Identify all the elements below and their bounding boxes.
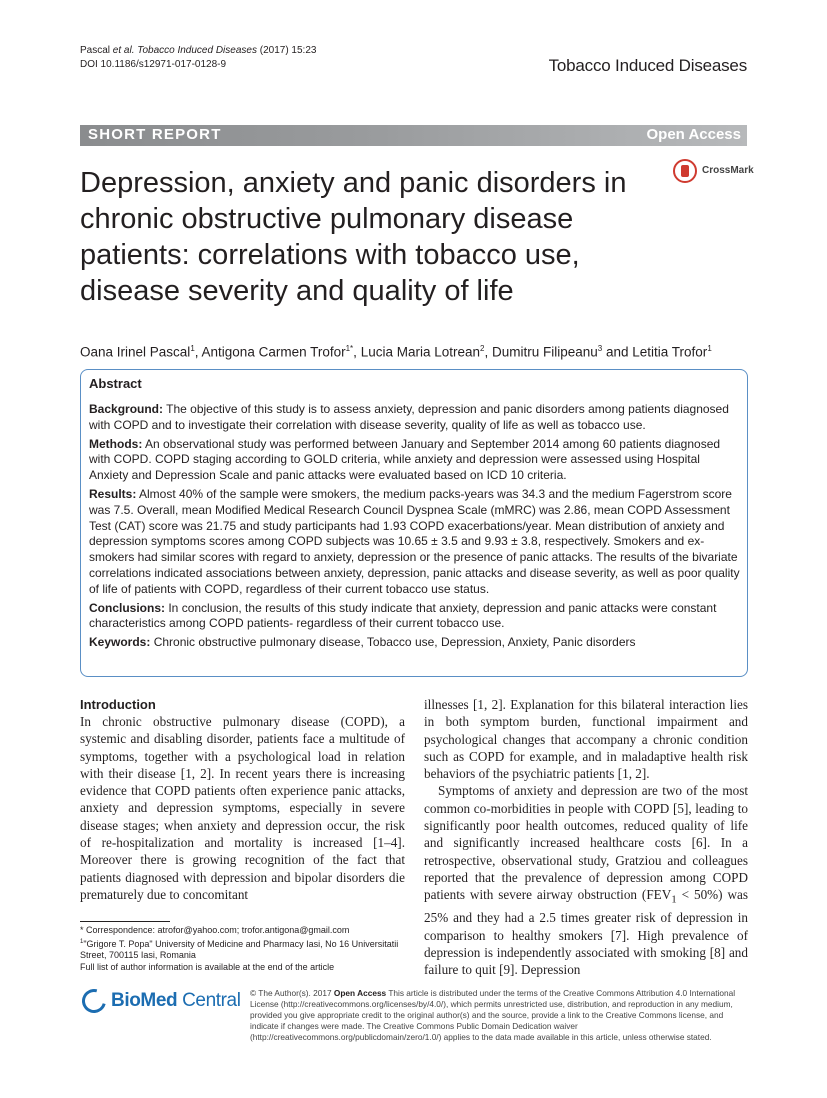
affiliation-mark: 1	[80, 938, 84, 945]
section-heading-introduction: Introduction	[80, 697, 156, 712]
body-text: Symptoms of anxiety and depression are two of the most common co-morbidities in people with COPD [5], leading to significantly poor health outcomes, reduced quality of life and significantly increased healthcare costs [6]. In a retrospective, observational study, Gratziou and colleagues reported that the prevalence of depression among COPD patients with severe airway obstruction (FEV	[424, 783, 748, 903]
author-list: Oana Irinel Pascal$^1$, Antigona Carmen Trofor$^{1*}$, Lucia Maria Lotrean$^2$, Dumitru Filipeanu$^3$ and Letitia Trofor$^1$	[80, 344, 712, 360]
author-affiliation-mark: 1*	[345, 344, 354, 353]
author-name: Dumitru Filipeanu	[491, 344, 598, 360]
correspondence-note: * Correspondence: atrofor@yahoo.com; trofor.antigona@gmail.com	[80, 925, 350, 935]
footnote-divider	[80, 921, 170, 922]
author-affiliation-mark: 1	[190, 344, 195, 353]
license-open-access: Open Access	[333, 988, 387, 998]
background-text: The objective of this study is to assess anxiety, depression and panic disorders among patients diagnosed with COPD and to investigate their correlation with disease severity, quality of life as well as tobacco use.	[89, 402, 729, 432]
fev-subscript: 1	[671, 893, 677, 906]
body-column-right	[424, 696, 748, 978]
abstract-keywords	[89, 635, 741, 651]
body-text: < 50%) was 25% and they had a 2.5 times greater risk of depression in comparison to healthy smokers [7]. High prevalence of depression is independently associated with smoking [8] and failure to quit [9]. Depression	[424, 887, 748, 978]
author-name: Antigona Carmen Trofor	[201, 344, 346, 360]
conclusions-label: Conclusions:	[89, 600, 166, 615]
citation-authors: Pascal	[80, 45, 113, 56]
author-affiliation-mark: 2	[480, 344, 485, 353]
affiliation-text: "Grigore T. Popa" University of Medicine and Pharmacy Iasi, No 16 Universitatii Street, 700115 Iasi, Romania	[80, 938, 399, 960]
background-label: Background:	[89, 402, 164, 416]
results-text: Almost 40% of the sample were smokers, the medium packs-years was 34.3 and the medium Fagerstrom score was 7.5. Overall, mean Modified Medical Research Council Dyspnea Scale (mMRC) was 2.86, mean COPD Assessment Test (CAT) score was 21.75 and study participants had 1.93 COPD exacerbations/year. Mean distribution of anxiety and depression symptoms scores among COPD subjects was 10.65 ± 3.5 and 9.93 ± 3.8, respectively. Smokers and ex-smokers had similar scores with regard to anxiety, depression or the presence of panic attacks. The results of the bivariate correlations indicated associations between anxiety, depression, panic attacks and disease severity, as well as poor quality of life of patients with COPD, regardless of their current tobacco use status.	[89, 486, 740, 596]
keywords-label: Keywords:	[89, 635, 151, 650]
abstract-background	[89, 402, 741, 434]
abstract-box	[80, 369, 748, 677]
article-title: Depression, anxiety and panic disorders in chronic obstructive pulmonary disease patients: correlations with tobacco use, disease severity and quality of life	[80, 167, 627, 307]
results-label: Results:	[89, 486, 137, 501]
abstract-conclusions	[89, 601, 741, 633]
author-name: Letitia Trofor	[632, 344, 708, 360]
body-column-left	[80, 696, 405, 903]
body-paragraph: illnesses [1, 2]. Explanation for this bilateral interaction lies in both symptom burden, functional impairment and psychological changes that accompany a chronic condition such as COPD for example, and in maladaptive health risk behaviors of the psychiatric patients [1, 2].	[424, 697, 748, 782]
citation-year: (2017) 15:23	[256, 45, 317, 56]
citation	[80, 44, 316, 72]
biomed-central-logo	[82, 988, 242, 1018]
journal-name: Tobacco Induced Diseases	[548, 56, 747, 75]
doi[interactable]: DOI 10.1186/s12971-017-0128-9	[80, 59, 227, 70]
abstract-methods	[89, 437, 741, 484]
article-type-banner	[80, 125, 747, 146]
publisher-wordmark	[111, 990, 241, 1012]
publisher-name-bold: BioMed	[111, 990, 178, 1011]
methods-label: Methods:	[89, 436, 143, 451]
citation-journal: et al. Tobacco Induced Diseases	[112, 45, 257, 56]
affiliation-note	[80, 937, 410, 962]
license-statement	[250, 988, 750, 1043]
publisher-name-light: Central	[177, 990, 241, 1011]
body-paragraph: In chronic obstructive pulmonary disease (COPD), a systemic and disabling disorder, patients face a multitude of symptoms, together with a psychological load in relation with their disease [1, 2]. In recent years there is increasing evidence that COPD patients often experience panic attacks, anxiety and depression symptoms, especially in severe disease stages; when anxiety and depression occur, the risk of re-hospitalization and mortality is increased [1–4]. Moreover there is growing recognition of the fact that patients diagnosed with depression and bipolar disorders die prematurely due to concomitant	[80, 714, 405, 902]
article-type: SHORT REPORT	[88, 126, 222, 143]
license-prefix: © The Author(s). 2017	[250, 988, 334, 998]
open-access-label: Open Access	[646, 126, 741, 143]
methods-text: An observational study was performed between January and September 2014 among 60 patients diagnosed with COPD. COPD staging according to GOLD criteria, while anxiety and depression were assessed using Hospital Anxiety and Depression Scale and panic attacks were evaluated based on ICD 10 criteria.	[89, 436, 721, 483]
crossmark-icon	[673, 159, 697, 183]
biomed-central-ring-icon	[78, 985, 111, 1018]
crossmark-badge[interactable]	[673, 159, 763, 187]
author-affiliation-mark: 1	[707, 344, 712, 353]
full-list-note: Full list of author information is available at the end of the article	[80, 961, 335, 972]
conclusions-text: In conclusion, the results of this study indicate that anxiety, depression and panic attacks were constant characteristics among COPD patients- regardless of their current tobacco use.	[89, 600, 717, 631]
license-text: This article is distributed under the terms of the Creative Commons Attribution 4.0 International License (http://creativecommons.org/licenses/by/4.0/), which permits unrestricted use, distribution, and reproduction in any medium, provided you give appropriate credit to the original author(s) and the source, provide a link to the Creative Commons license, and indicate if changes were made. The Creative Commons Public Domain Dedication waiver (http://creativecommons.org/publicdomain/zero/1.0/) applies to the data made available in this article, unless otherwise stated.	[250, 988, 736, 1042]
body-paragraph	[424, 782, 748, 978]
crossmark-label: CrossMark	[702, 165, 754, 176]
abstract-heading: Abstract	[89, 376, 142, 391]
keywords-text: Chronic obstructive pulmonary disease, Tobacco use, Depression, Anxiety, Panic disorders	[150, 635, 636, 650]
author-affiliation-mark: 3	[597, 344, 603, 353]
abstract-results	[89, 487, 741, 598]
author-name: Oana Irinel Pascal	[80, 344, 191, 360]
author-name: Lucia Maria Lotrean	[360, 344, 481, 360]
author-and: and	[602, 344, 633, 360]
footnotes	[80, 925, 410, 973]
